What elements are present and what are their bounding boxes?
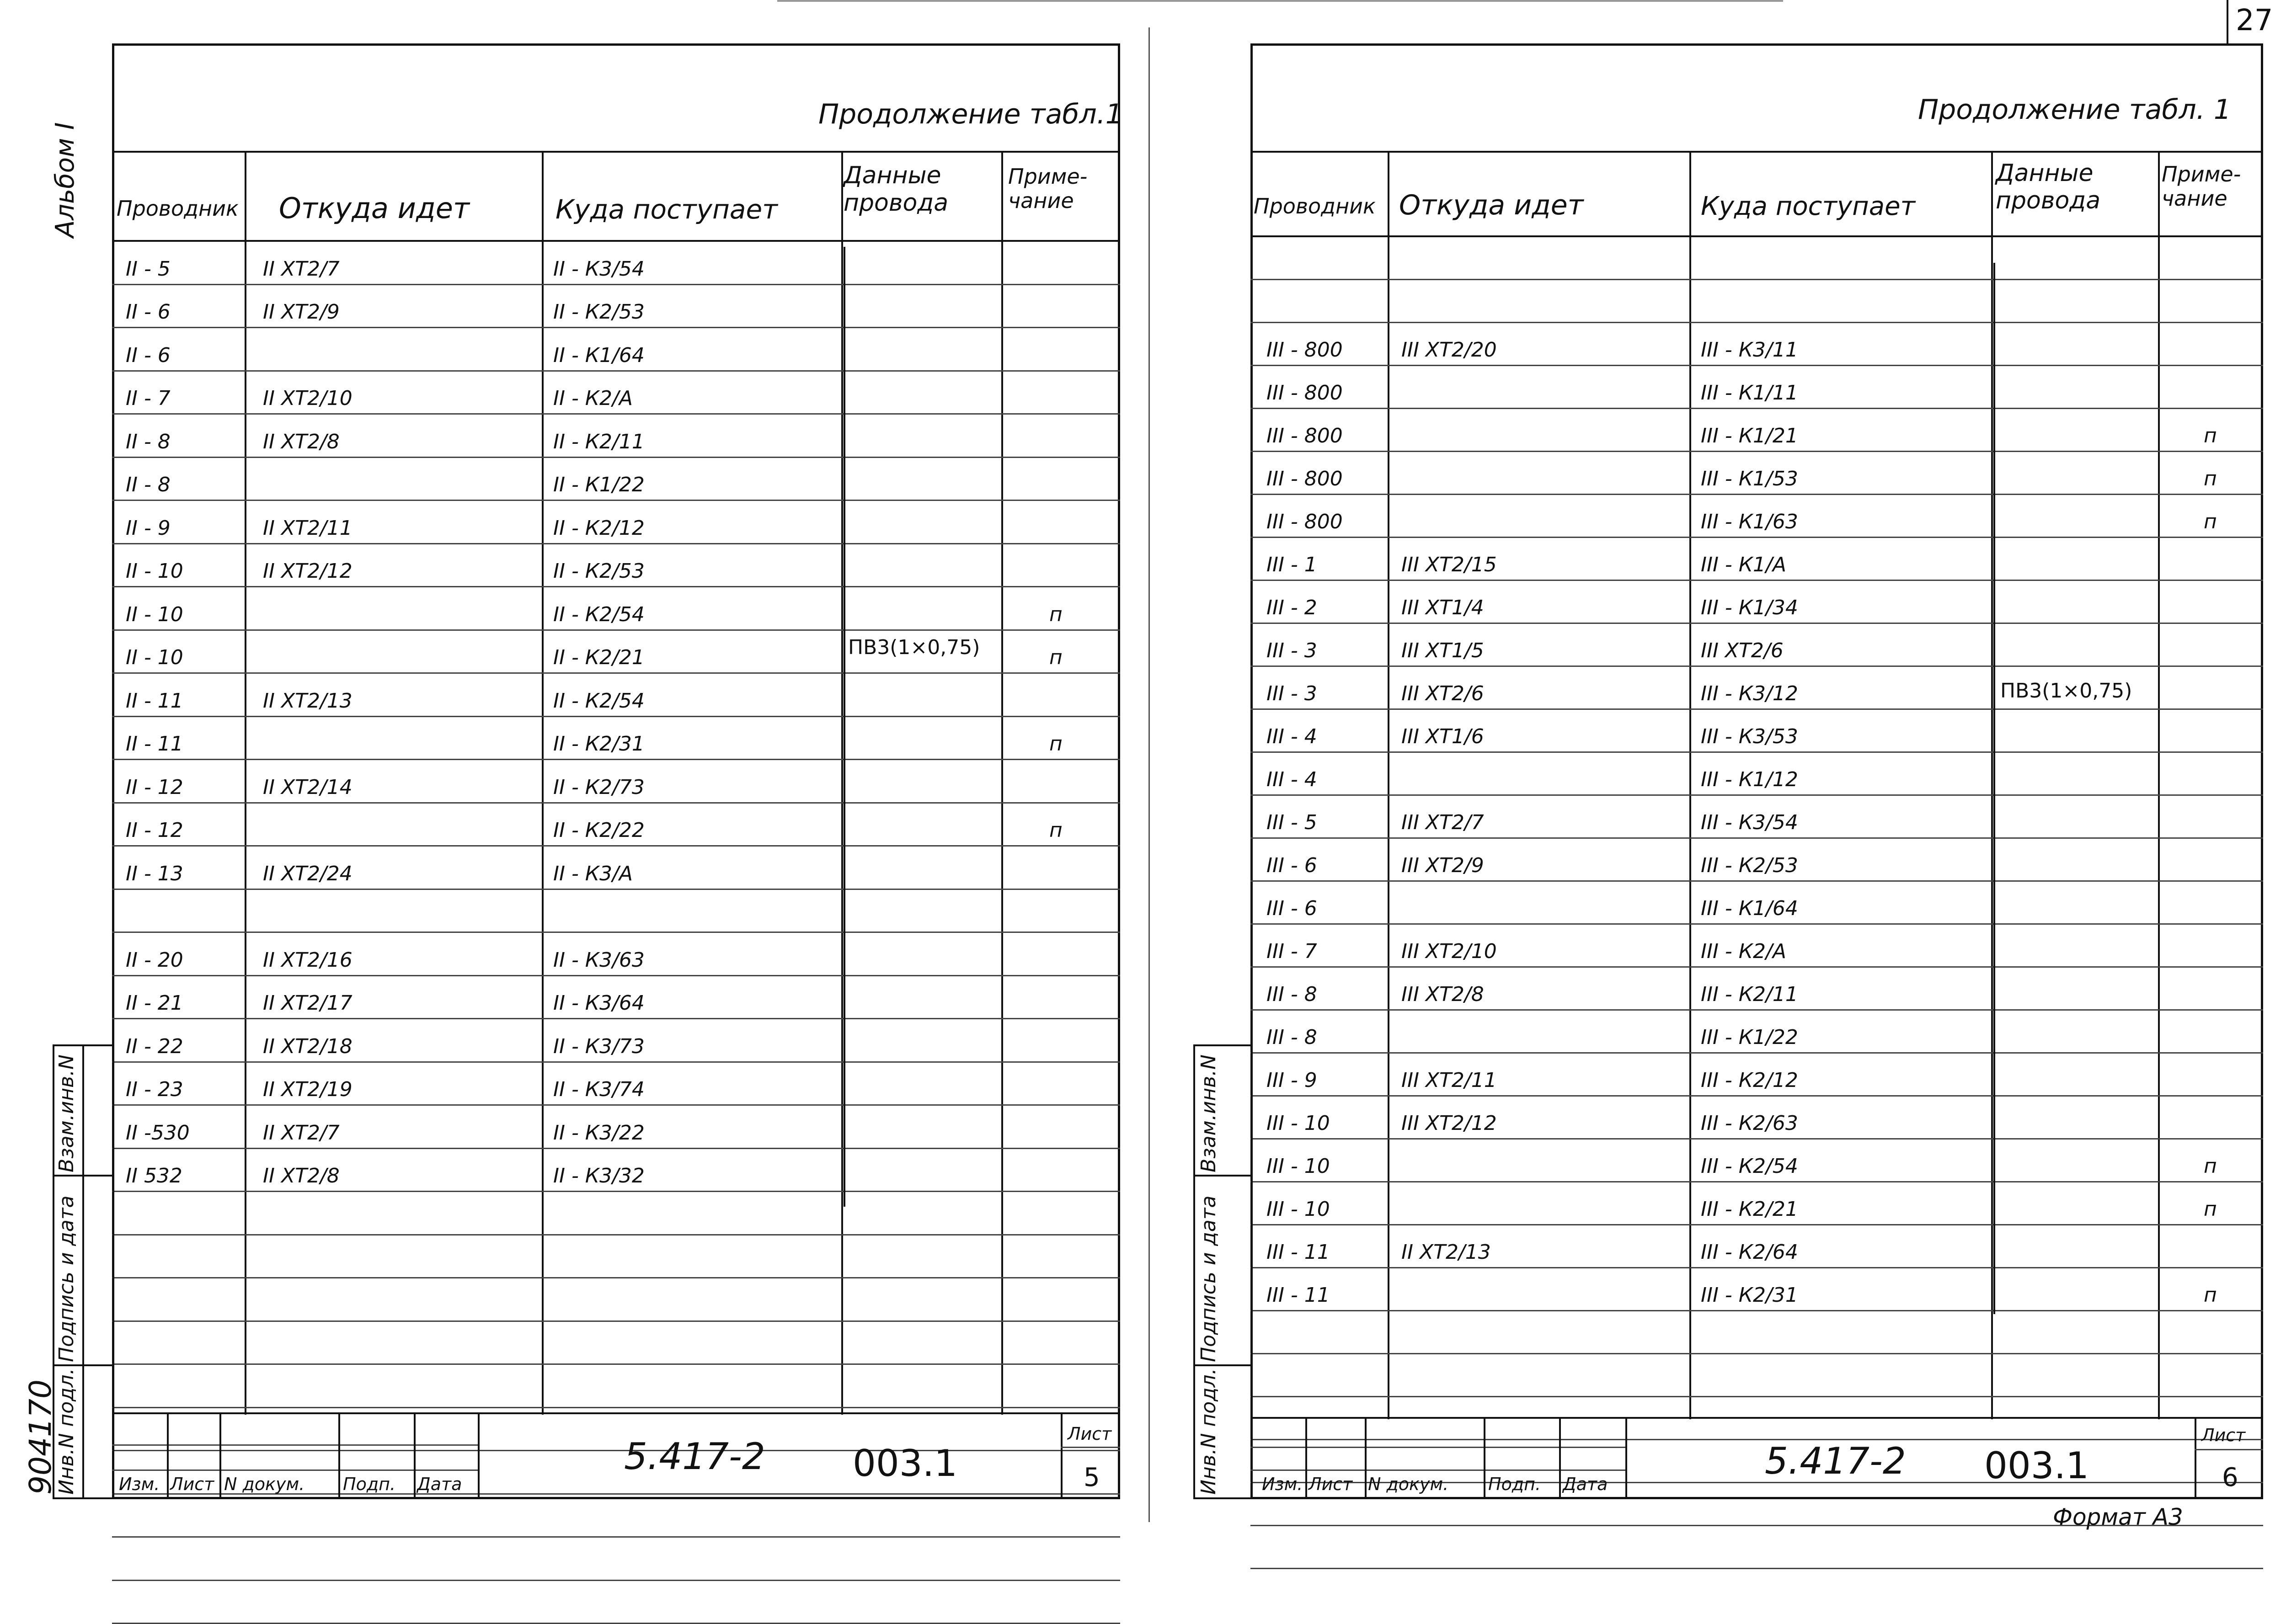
to-cell: II - К2/22 [553, 819, 645, 842]
note-cell: п [1049, 732, 1063, 756]
stamp-label-inv: Инв.N подл. [55, 1368, 78, 1495]
row-divider [112, 543, 1120, 544]
tb-sheet-label-right: Лист [2201, 1425, 2246, 1445]
to-cell: II - К2/21 [553, 646, 645, 669]
row-divider [112, 932, 1120, 933]
tb-sheet-right: 6 [2222, 1463, 2238, 1492]
conductor-cell: III - 9 [1266, 1069, 1317, 1092]
from-cell: III ХТ2/15 [1401, 553, 1497, 576]
left-wire-data: ПВ3(1×0,75) [848, 636, 980, 659]
row-divider [1250, 1267, 2263, 1268]
from-cell: II ХТ2/17 [263, 991, 353, 1015]
to-cell: II - К2/11 [553, 430, 645, 453]
conductor-cell: III - 3 [1266, 639, 1317, 662]
row-divider [112, 500, 1120, 501]
row-divider [1250, 1181, 2263, 1182]
note-cell: п [2204, 424, 2217, 447]
conductor-cell: III - 6 [1266, 854, 1317, 877]
header-to-right: Куда поступает [1701, 192, 1916, 221]
header-from: Откуда идет [279, 192, 470, 225]
note-cell: п [2204, 467, 2217, 490]
to-cell: III - К2/53 [1701, 854, 1798, 877]
to-cell: II - К3/64 [553, 991, 645, 1015]
from-cell: II ХТ2/11 [263, 516, 353, 540]
conductor-cell: II - 10 [126, 559, 183, 583]
to-cell: III - К1/11 [1701, 381, 1798, 405]
from-cell: II ХТ2/7 [263, 257, 340, 281]
to-cell: III - К3/11 [1701, 338, 1798, 362]
right-stamp-line2 [1193, 1364, 1253, 1366]
conductor-cell: III - 10 [1266, 1155, 1330, 1178]
tb-sheet-label: Лист [1068, 1424, 1112, 1444]
format-label: Формат А3 [2053, 1504, 2183, 1530]
from-cell: III ХТ2/10 [1401, 940, 1497, 963]
from-cell: III ХТ2/7 [1401, 811, 1484, 834]
from-cell: III ХТ2/9 [1401, 854, 1484, 877]
to-cell: III - К1/22 [1701, 1026, 1798, 1049]
tb-izm: Изм. [119, 1474, 160, 1494]
to-cell: III - К1/21 [1701, 424, 1798, 447]
header-from-right: Откуда идет [1399, 189, 1584, 221]
row-divider [112, 1104, 1120, 1106]
row-divider [112, 889, 1120, 890]
row-divider [1250, 708, 2263, 710]
right-wire-data: ПВ3(1×0,75) [2000, 679, 2132, 703]
row-divider [112, 457, 1120, 458]
right-header-top [1250, 151, 2263, 153]
to-cell: III - К1/34 [1701, 596, 1798, 619]
row-divider [1250, 1353, 2263, 1354]
row-divider [1250, 1396, 2263, 1397]
note-cell: п [1049, 602, 1063, 626]
row-divider [112, 759, 1120, 760]
to-cell: III - К2/31 [1701, 1283, 1798, 1307]
row-divider [112, 1580, 1120, 1581]
right-tb-v3 [1484, 1417, 1485, 1499]
tb-sheet: 5 [1084, 1463, 1100, 1492]
tb-data-right: Дата [1563, 1474, 1608, 1494]
row-divider [1250, 1224, 2263, 1225]
row-divider [1250, 1052, 2263, 1054]
tb-ndok: N докум. [224, 1474, 305, 1494]
conductor-cell: III - 800 [1266, 424, 1343, 447]
row-divider [112, 1234, 1120, 1235]
conductor-cell: III - 8 [1266, 983, 1317, 1006]
tb-izm-right: Изм. [1262, 1474, 1303, 1494]
to-cell: III - К2/А [1701, 940, 1786, 963]
right-stamp-line1 [1193, 1175, 1253, 1177]
continuation-label: Продолжение табл.1 [818, 98, 1123, 130]
from-cell: III ХТ2/20 [1401, 338, 1497, 362]
right-tb-v2 [1365, 1417, 1367, 1499]
conductor-cell: III - 7 [1266, 940, 1317, 963]
to-cell: III - К1/А [1701, 553, 1786, 576]
to-cell: II - К2/А [553, 387, 633, 410]
tb-ndok-right: N докум. [1368, 1474, 1449, 1494]
row-divider [112, 1191, 1120, 1192]
from-cell: II ХТ2/18 [263, 1034, 353, 1058]
row-divider [112, 327, 1120, 328]
right-tb-v1 [1305, 1417, 1307, 1499]
note-cell: п [1049, 646, 1063, 669]
tb-list-right: Лист [1309, 1474, 1353, 1494]
conductor-cell: II - 21 [126, 991, 183, 1015]
from-cell: II ХТ2/9 [263, 300, 340, 324]
conductor-cell: II - 13 [126, 862, 183, 885]
from-cell: II ХТ2/10 [263, 387, 353, 410]
conductor-cell: II - 10 [126, 602, 183, 626]
to-cell: II - К2/73 [553, 775, 645, 799]
row-divider [1250, 537, 2263, 538]
conductor-cell: II - 7 [126, 387, 171, 410]
header-note-right: Приме-чание [2162, 162, 2241, 211]
conductor-cell: II - 20 [126, 948, 183, 972]
row-divider [112, 1061, 1120, 1063]
right-col3 [1991, 151, 1993, 1419]
to-cell: II - К3/22 [553, 1121, 645, 1145]
row-divider [1250, 1095, 2263, 1097]
to-cell: II - К3/63 [553, 948, 645, 972]
conductor-cell: II - 5 [126, 257, 171, 281]
to-cell: III - К1/12 [1701, 768, 1798, 791]
row-divider [112, 1277, 1120, 1278]
row-divider [1250, 923, 2263, 925]
row-divider [1250, 666, 2263, 667]
header-conductor-right: Проводник [1254, 194, 1376, 218]
note-cell: п [2204, 1155, 2217, 1178]
left-tb-v6 [1061, 1412, 1063, 1499]
tb-code: 5.417-2 [624, 1435, 765, 1478]
conductor-cell: III - 800 [1266, 467, 1343, 490]
row-divider [1250, 623, 2263, 624]
row-divider [112, 1320, 1120, 1322]
row-divider [1250, 580, 2263, 581]
to-cell: II - К2/53 [553, 559, 645, 583]
row-divider [1250, 1568, 2263, 1569]
row-divider [112, 716, 1120, 717]
conductor-cell: III - 11 [1266, 1283, 1330, 1307]
to-cell: III - К2/12 [1701, 1069, 1798, 1092]
conductor-cell: III - 800 [1266, 381, 1343, 405]
conductor-cell: III - 4 [1266, 725, 1317, 748]
from-cell: III ХТ1/4 [1401, 596, 1484, 619]
stamp-label-replace: Взам.инв.N [55, 1054, 78, 1172]
conductor-cell: II - 6 [126, 300, 171, 324]
conductor-cell: III - 3 [1266, 682, 1317, 705]
left-tb-top [112, 1412, 1120, 1414]
conductor-cell: III - 800 [1266, 510, 1343, 533]
row-divider [112, 413, 1120, 415]
left-tb-v1 [167, 1412, 169, 1499]
row-divider [112, 586, 1120, 587]
to-cell: III - К2/64 [1701, 1241, 1798, 1264]
conductor-cell: II - 23 [126, 1078, 183, 1101]
row-divider [112, 802, 1120, 804]
from-cell: III ХТ2/8 [1401, 983, 1484, 1006]
tb-doc-right: 003.1 [1984, 1444, 2089, 1487]
row-divider [1250, 1439, 2263, 1440]
conductor-cell: II -530 [126, 1121, 190, 1145]
left-header-top [112, 151, 1120, 153]
row-divider [112, 370, 1120, 372]
to-cell: III - К2/11 [1701, 983, 1798, 1006]
conductor-cell: II - 8 [126, 473, 171, 496]
from-cell: II ХТ2/8 [263, 430, 340, 453]
right-col2 [1689, 151, 1691, 1419]
conductor-cell: III - 11 [1266, 1241, 1330, 1264]
conductor-cell: II - 22 [126, 1034, 183, 1058]
note-cell: п [2204, 510, 2217, 533]
left-tb-v4 [414, 1412, 416, 1499]
from-cell: II ХТ2/19 [263, 1078, 353, 1101]
right-col4 [2158, 151, 2160, 1419]
row-divider [112, 1148, 1120, 1149]
conductor-cell: III - 800 [1266, 338, 1343, 362]
to-cell: II - К3/32 [553, 1164, 645, 1187]
to-cell: III - К1/63 [1701, 510, 1798, 533]
from-cell: II ХТ2/24 [263, 862, 353, 885]
stamp-label-sign-right: Подпись и дата [1197, 1195, 1220, 1362]
left-tb-v5 [478, 1412, 480, 1499]
conductor-cell: III - 6 [1266, 897, 1317, 920]
left-stamp-split [82, 1044, 84, 1499]
conductor-cell: II - 12 [126, 819, 183, 842]
to-cell: II - К3/74 [553, 1078, 645, 1101]
conductor-cell: II - 8 [126, 430, 171, 453]
to-cell: III - К2/63 [1701, 1112, 1798, 1135]
conductor-cell: II 532 [126, 1164, 182, 1187]
from-cell: III ХТ1/6 [1401, 725, 1484, 748]
to-cell: II - К3/73 [553, 1034, 645, 1058]
row-divider [1250, 1138, 2263, 1139]
inv-number: 904170 [23, 1379, 58, 1495]
left-tb-v3 [338, 1412, 340, 1499]
from-cell: II ХТ2/13 [1401, 1241, 1491, 1264]
note-cell: п [2204, 1198, 2217, 1221]
left-tb-v2 [219, 1412, 221, 1499]
from-cell: III ХТ2/12 [1401, 1112, 1497, 1135]
to-cell: II - К2/53 [553, 300, 645, 324]
header-wire: Данные провода [844, 162, 949, 217]
left-header-bottom [112, 240, 1120, 242]
right-tb-v4 [1559, 1417, 1561, 1499]
stamp-label-sign: Подпись и дата [55, 1195, 78, 1362]
row-divider [1250, 880, 2263, 882]
row-divider [112, 845, 1120, 847]
conductor-cell: II - 11 [126, 689, 183, 713]
row-divider [1250, 451, 2263, 452]
page-number-box [2227, 0, 2228, 46]
from-cell: III ХТ2/11 [1401, 1069, 1497, 1092]
conductor-cell: III - 8 [1266, 1026, 1317, 1049]
row-divider [112, 629, 1120, 631]
album-label: Альбом I [50, 122, 80, 238]
to-cell: II - К3/54 [553, 257, 645, 281]
left-col2 [542, 151, 544, 1415]
conductor-cell: II - 10 [126, 646, 183, 669]
row-divider [1250, 279, 2263, 280]
conductor-cell: III - 5 [1266, 811, 1317, 834]
tb-podp: Подп. [343, 1474, 396, 1494]
left-tb-sheet-line [1061, 1447, 1120, 1448]
tb-doc: 003.1 [853, 1442, 958, 1485]
from-cell: II ХТ2/14 [263, 775, 353, 799]
conductor-cell: III - 10 [1266, 1198, 1330, 1221]
page-number: 27 [2236, 4, 2273, 37]
note-cell: п [1049, 819, 1063, 842]
conductor-cell: III - 4 [1266, 768, 1317, 791]
tb-list: Лист [170, 1474, 214, 1494]
right-wire-brace [1993, 263, 1995, 1314]
right-col1 [1388, 151, 1389, 1419]
header-conductor: Проводник [117, 196, 239, 221]
left-wire-brace [844, 247, 845, 1207]
from-cell: II ХТ2/12 [263, 559, 353, 583]
to-cell: II - К2/12 [553, 516, 645, 540]
header-to: Куда поступает [555, 194, 778, 225]
row-divider [1250, 1009, 2263, 1011]
conductor-cell: III - 10 [1266, 1112, 1330, 1135]
row-divider [112, 1450, 1120, 1451]
from-cell: II ХТ2/7 [263, 1121, 340, 1145]
from-cell: II ХТ2/8 [263, 1164, 340, 1187]
conductor-cell: II - 12 [126, 775, 183, 799]
continuation-label-right: Продолжение табл. 1 [1918, 94, 2232, 126]
to-cell: III ХТ2/6 [1701, 639, 1784, 662]
center-fold [1148, 27, 1150, 1522]
right-tb-top [1250, 1417, 2263, 1419]
to-cell: II - К2/54 [553, 689, 645, 713]
to-cell: III - К1/53 [1701, 467, 1798, 490]
row-divider [1250, 365, 2263, 366]
tb-data: Дата [417, 1474, 462, 1494]
left-col1 [245, 151, 246, 1415]
tb-podp-right: Подп. [1488, 1474, 1541, 1494]
row-divider [1250, 1310, 2263, 1311]
to-cell: II - К1/22 [553, 473, 645, 496]
row-divider [112, 284, 1120, 285]
to-cell: II - К2/31 [553, 732, 645, 756]
left-col3 [841, 151, 843, 1415]
header-wire-right: Данные провода [1996, 160, 2101, 214]
from-cell: III ХТ2/6 [1401, 682, 1484, 705]
row-divider [112, 1363, 1120, 1365]
conductor-cell: III - 2 [1266, 596, 1317, 619]
to-cell: III - К3/54 [1701, 811, 1798, 834]
right-header-bottom [1250, 235, 2263, 237]
conductor-cell: III - 1 [1266, 553, 1317, 576]
row-divider [1250, 751, 2263, 753]
right-tb-v5 [1625, 1417, 1627, 1499]
from-cell: II ХТ2/13 [263, 689, 353, 713]
header-note: Приме-чание [1008, 164, 1088, 213]
note-cell: п [2204, 1283, 2217, 1307]
to-cell: III - К2/21 [1701, 1198, 1798, 1221]
top-rule [777, 0, 1783, 2]
right-tb-v6 [2195, 1417, 2196, 1499]
tb-code-right: 5.417-2 [1765, 1440, 1906, 1482]
row-divider [1250, 837, 2263, 839]
from-cell: II ХТ2/16 [263, 948, 353, 972]
conductor-cell: II - 9 [126, 516, 171, 540]
row-divider [1250, 794, 2263, 796]
stamp-label-replace-right: Взам.инв.N [1197, 1054, 1220, 1172]
row-divider [1250, 494, 2263, 495]
row-divider [1250, 322, 2263, 323]
row-divider [112, 1536, 1120, 1538]
conductor-cell: II - 11 [126, 732, 183, 756]
to-cell: III - К2/54 [1701, 1155, 1798, 1178]
to-cell: III - К1/64 [1701, 897, 1798, 920]
to-cell: III - К3/12 [1701, 682, 1798, 705]
to-cell: II - К2/54 [553, 602, 645, 626]
stamp-label-inv-right: Инв.N подл. [1197, 1368, 1220, 1495]
conductor-cell: II - 6 [126, 343, 171, 367]
to-cell: II - К1/64 [553, 343, 645, 367]
right-tb-sheet-line [2195, 1449, 2263, 1450]
to-cell: II - К3/А [553, 862, 633, 885]
to-cell: III - К3/53 [1701, 725, 1798, 748]
row-divider [1250, 408, 2263, 409]
row-divider [112, 975, 1120, 976]
from-cell: III ХТ1/5 [1401, 639, 1484, 662]
row-divider [1250, 966, 2263, 968]
left-col4 [1001, 151, 1003, 1415]
row-divider [112, 1407, 1120, 1408]
row-divider [112, 1018, 1120, 1019]
row-divider [112, 672, 1120, 674]
